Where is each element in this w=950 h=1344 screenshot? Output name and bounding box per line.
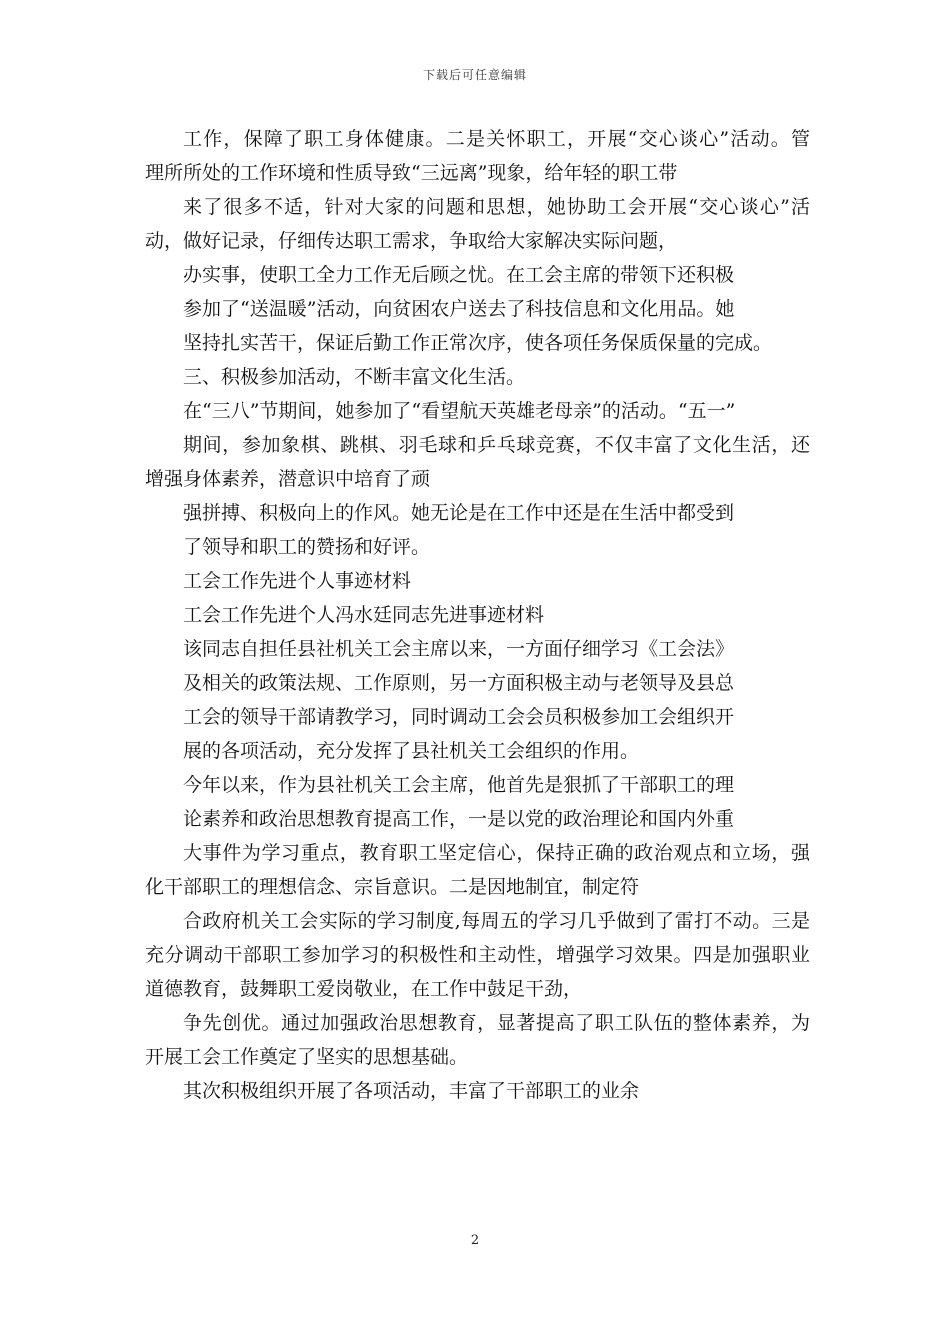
text-line: 工作，保障了职工身体健康。二是关怀职工，开展“交心谈心”活动。管 <box>183 128 810 150</box>
document-body <box>145 122 810 1108</box>
text-line: 争先创优。通过加强政治思想教育，显著提高了职工队伍的整体素养，为 <box>183 1012 810 1034</box>
text-line: 在“三八”节期间，她参加了“看望航天英雄老母亲”的活动。“五一” <box>183 400 736 422</box>
text-line: 工会的领导干部请教学习，同时调动工会会员积极参加工会组织开 <box>183 706 735 728</box>
text-line: 充分调动干部职工参加学习的积极性和主动性，增强学习效果。四是加强职业 <box>145 944 810 966</box>
text-line: 展的各项活动，充分发挥了县社机关工会组织的作用。 <box>183 740 640 762</box>
text-line: 坚持扎实苦干，保证后勤工作正常次序，使各项任务保质保量的完成。 <box>183 332 773 354</box>
document-title: 工会工作先进个人事迹材料 <box>183 570 412 592</box>
text-line: 该同志自担任县社机关工会主席以来，一方面仔细学习《工会法》 <box>183 638 735 660</box>
text-line: 论素养和政治思想教育提高工作，一是以党的政治理论和国内外重 <box>183 808 735 830</box>
text-line: 理所所处的工作环境和性质导致“三远离”现象，给年轻的职工带 <box>145 162 678 184</box>
text-line: 道德教育，鼓舞职工爱岗敬业，在工作中鼓足干劲， <box>145 978 583 1000</box>
text-line: 化干部职工的理想信念、宗旨意识。二是因地制宜，制定符 <box>145 876 640 898</box>
text-line: 大事件为学习重点，教育职工坚定信心，保持正确的政治观点和立场，强 <box>183 842 810 864</box>
text-line: 开展工会工作奠定了坚实的思想基础。 <box>145 1046 469 1068</box>
text-line: 及相关的政策法规、工作原则，另一方面积极主动与老领导及县总 <box>183 672 735 694</box>
text-line: 办实事，使职工全力工作无后顾之忧。在工会主席的带领下还积极 <box>183 264 735 286</box>
text-line: 其次积极组织开展了各项活动，丰富了干部职工的业余 <box>183 1080 640 1102</box>
text-line: 动，做好记录，仔细传达职工需求，争取给大家解决实际问题， <box>145 230 678 252</box>
section-heading: 三、积极参加活动，不断丰富文化生活。 <box>183 366 526 388</box>
document-subtitle: 工会工作先进个人冯水廷同志先进事迹材料 <box>183 604 545 626</box>
page-number: 2 <box>470 1233 480 1248</box>
text-line: 今年以来，作为县社机关工会主席，他首先是狠抓了干部职工的理 <box>183 774 735 796</box>
page-header: 下载后可任意编辑 <box>422 68 527 82</box>
text-line: 合政府机关工会实际的学习制度,每周五的学习几乎做到了雷打不动。三是 <box>183 910 810 932</box>
text-line: 强拼搏、积极向上的作风。她无论是在工作中还是在生活中都受到 <box>183 502 735 524</box>
text-line: 期间，参加象棋、跳棋、羽毛球和乒乓球竞赛，不仅丰富了文化生活，还 <box>183 434 810 456</box>
text-line: 了领导和职工的赞扬和好评。 <box>183 536 431 558</box>
text-line: 增强身体素养，潜意识中培育了顽 <box>145 468 431 490</box>
text-line: 参加了“送温暖”活动，向贫困农户送去了科技信息和文化用品。她 <box>183 298 735 320</box>
text-line: 来了很多不适，针对大家的问题和思想，她协助工会开展“交心谈心”活 <box>183 196 810 218</box>
